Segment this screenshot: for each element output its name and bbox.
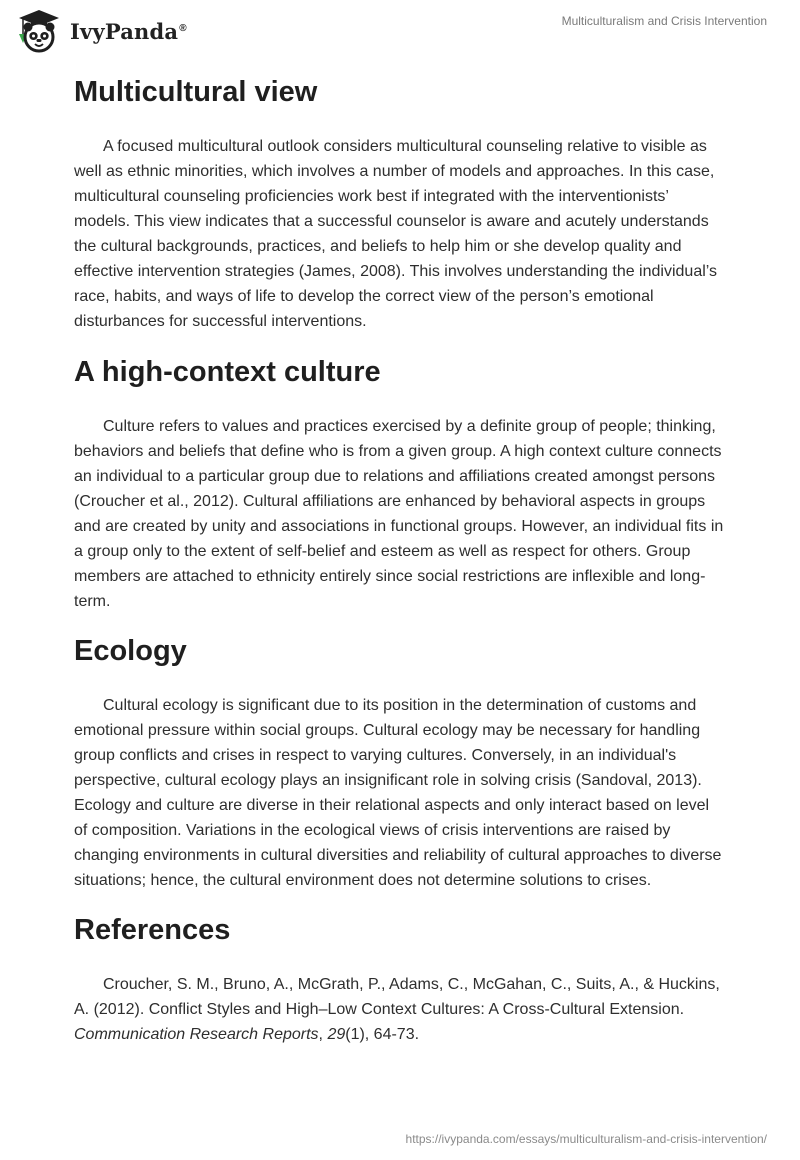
panda-graduate-icon bbox=[14, 8, 64, 54]
section-heading-high-context-culture: A high-context culture bbox=[74, 356, 381, 388]
site-logo[interactable] bbox=[14, 8, 187, 54]
registered-mark: ® bbox=[179, 22, 187, 34]
footer-url[interactable]: https://ivypanda.com/essays/multiculturalism-and-crisis-intervention/ bbox=[405, 1132, 767, 1146]
essay-content bbox=[74, 70, 726, 1047]
document-title: Multiculturalism and Crisis Intervention bbox=[561, 14, 767, 28]
section-paragraph-ecology: Cultural ecology is significant due to its position in the determination of customs and emotional pressure within social groups. Cultural ecology may be necessary for handling group conflicts and crises in respect to varying cultures. Conversely, in an individual's perspective, cultural ecology plays an insignificant role in solving crisis (Sandoval, 2013). Ecology and culture are diverse in their relational aspects and only interact based on level of composition. Variations in the ecological views of crisis interventions are raised by changing environments in cultural diversities and reliability of cultural approaches to diverse situations; hence, the cultural environment does not determine solutions to crises. bbox=[74, 697, 722, 889]
reference-volume: 29 bbox=[327, 1026, 346, 1043]
reference-journal: Communication Research Reports bbox=[74, 1026, 319, 1043]
section-paragraph-multicultural-view: A focused multicultural outlook considers multicultural counseling relative to visible as well as ethnic minorities, which involves a number of models and approaches. In this case, multicultural counseling proficiencies work best if integrated with the interventionists’ models. This view indicates that a successful counselor is aware and acutely understands the cultural backgrounds, practices, and beliefs to help him or she develop quality and effective intervention strategies (James, 2008). This involves understanding the individual’s race, habits, and ways of life to develop the correct view of the person’s emotional disturbances for successful interventions. bbox=[74, 138, 718, 330]
logo-wordmark bbox=[70, 19, 187, 44]
section-heading-references: References bbox=[74, 914, 231, 946]
section-heading-multicultural-view: Multicultural view bbox=[74, 76, 318, 108]
page-header bbox=[0, 0, 800, 60]
reference-authors-title: Croucher, S. M., Bruno, A., McGrath, P., Adams, C., McGahan, C., Suits, A., & Huckins, A. (2012). Conflict Styles and High–Low Context Cultures: A Cross-Cultural Extension. bbox=[74, 976, 720, 1018]
reference-separator: , bbox=[318, 1026, 328, 1043]
reference-issue-pages: (1), 64-73. bbox=[345, 1026, 420, 1043]
logo-name: IvyPanda bbox=[70, 18, 179, 44]
section-paragraph-high-context-culture: Culture refers to values and practices exercised by a definite group of people; thinking, behaviors and beliefs that define who is from a given group. A high context culture connects an individual to a particular group due to relations and affiliations created amongst persons (Croucher et al., 2012). Cultural affiliations are enhanced by behavioral aspects in groups and are created by unity and associations in functional groups. However, an individual fits in a group only to the extent of self-belief and esteem as well as respect for others. Group members are attached to ethnicity entirely since social restrictions are inflexible and long-term. bbox=[74, 418, 724, 610]
reference-entry bbox=[74, 972, 726, 1047]
section-heading-ecology: Ecology bbox=[74, 635, 187, 667]
